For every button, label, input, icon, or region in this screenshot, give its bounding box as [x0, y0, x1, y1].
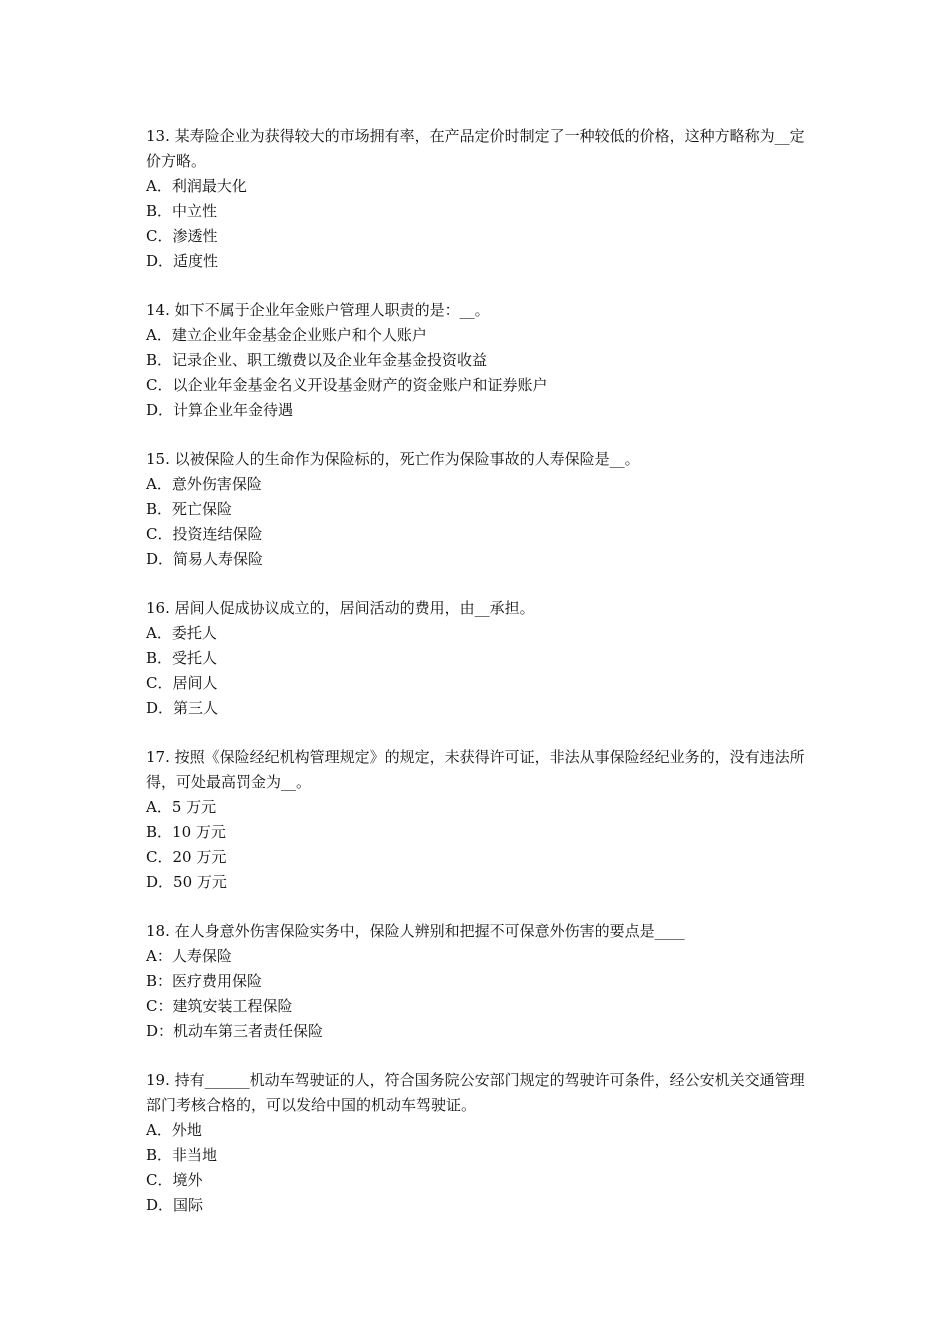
option-d: D．50 万元 — [146, 873, 227, 891]
option-b: B：医疗费用保险 — [146, 972, 263, 990]
option-c: C．居间人 — [146, 674, 218, 692]
option-d: D．简易人寿保险 — [146, 550, 264, 568]
question-stem: 17. 按照《保险经纪机构管理规定》的规定，未获得许可证，非法从事保险经纪业务的，没有违法所得，可处最高罚金为__。 — [146, 748, 805, 791]
question-stem: 13. 某寿险企业为获得较大的市场拥有率，在产品定价时制定了一种较低的价格，这种方略称为__定价方略。 — [146, 127, 805, 170]
option-b: B．10 万元 — [146, 823, 226, 841]
option-a: A：人寿保险 — [146, 947, 232, 965]
question-13 — [146, 124, 816, 274]
question-stem: 15. 以被保险人的生命作为保险标的，死亡作为保险事故的人寿保险是__。 — [146, 450, 640, 468]
option-b: B．非当地 — [146, 1146, 218, 1164]
question-stem: 19. 持有______机动车驾驶证的人，符合国务院公安部门规定的驾驶许可条件，经公安机关交通管理部门考核合格的，可以发给中国的机动车驾驶证。 — [146, 1071, 805, 1114]
option-c: C．渗透性 — [146, 227, 218, 245]
document-page — [146, 124, 816, 1242]
option-d: D．国际 — [146, 1196, 204, 1214]
question-stem: 14. 如下不属于企业年金账户管理人职责的是：__。 — [146, 301, 490, 319]
question-stem: 16. 居间人促成协议成立的，居间活动的费用，由__承担。 — [146, 599, 535, 617]
option-a: A．5 万元 — [146, 798, 217, 816]
option-a: A．利润最大化 — [146, 177, 247, 195]
option-a: A．委托人 — [146, 624, 217, 642]
question-14 — [146, 298, 816, 423]
option-b: B．中立性 — [146, 202, 218, 220]
question-19 — [146, 1068, 816, 1218]
option-b: B．记录企业、职工缴费以及企业年金基金投资收益 — [146, 351, 488, 369]
option-c: C：建筑安装工程保险 — [146, 997, 293, 1015]
option-a: A．意外伤害保险 — [146, 475, 262, 493]
option-c: C．投资连结保险 — [146, 525, 263, 543]
option-c: C．20 万元 — [146, 848, 227, 866]
option-a: A．建立企业年金基金企业账户和个人账户 — [146, 326, 427, 344]
question-18 — [146, 919, 816, 1044]
option-d: D：机动车第三者责任保险 — [146, 1022, 324, 1040]
option-c: C．境外 — [146, 1171, 203, 1189]
question-stem: 18. 在人身意外伤害保险实务中，保险人辨别和把握不可保意外伤害的要点是____ — [146, 922, 685, 940]
question-15 — [146, 447, 816, 572]
option-b: B．受托人 — [146, 649, 218, 667]
option-b: B．死亡保险 — [146, 500, 233, 518]
question-17 — [146, 745, 816, 895]
option-c: C．以企业年金基金名义开设基金财产的资金账户和证券账户 — [146, 376, 548, 394]
option-a: A．外地 — [146, 1121, 202, 1139]
question-16 — [146, 596, 816, 721]
option-d: D．第三人 — [146, 699, 219, 717]
option-d: D．适度性 — [146, 252, 219, 270]
option-d: D．计算企业年金待遇 — [146, 401, 294, 419]
